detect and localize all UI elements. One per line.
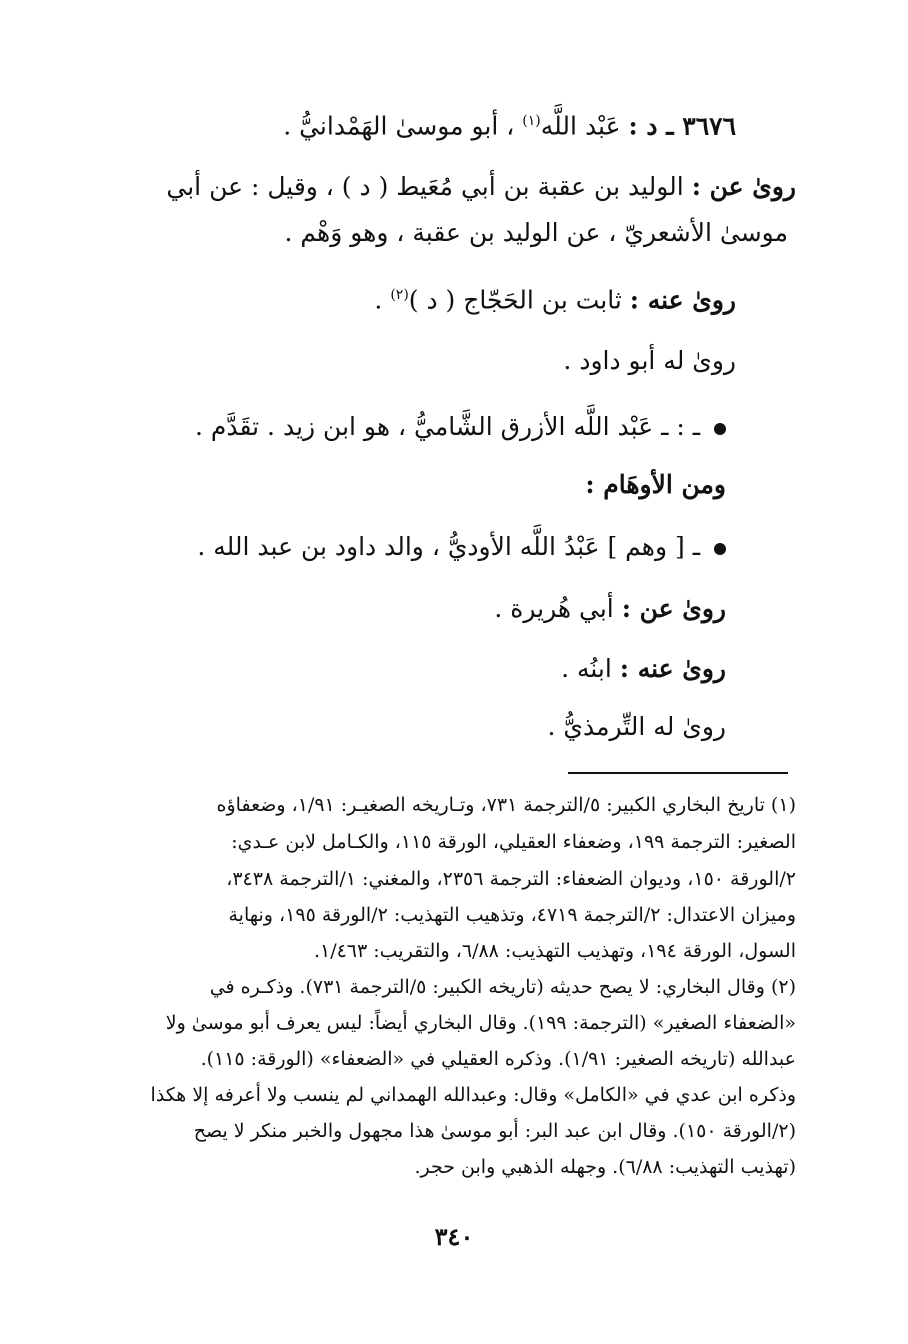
footnote-1-line-2: الصغير: الترجمة ١٩٩، وضعفاء العقيلي، الورقة ١١٥، والكـامل لابن عـدي: (231, 831, 796, 853)
narrated-from-label: روىٰ عن : (691, 172, 796, 201)
entry-header (283, 104, 736, 143)
cross-reference-entry (195, 410, 726, 444)
second-narrated-from-text: أبي هُريرة . (494, 594, 614, 623)
footnote-1-line-4: وميزان الاعتدال: ٢/الترجمة ٤٧١٩، وتذهيب التهذيب: ٢/الورقة ١٩٥، ونهاية (228, 904, 796, 926)
second-narrated-from-label: روىٰ عن : (621, 594, 726, 623)
narrated-by-line (374, 278, 736, 317)
second-narrated-by (561, 652, 726, 686)
narrated-for-him-2: روىٰ له التِّرمذيُّ . (547, 712, 726, 741)
cross-reference-text: ـ : ـ عَبْد اللَّه الأزرق الشَّاميُّ ، هو ابن زيد . تقَدَّم . (195, 412, 701, 441)
narrated-by-text: ثابت بن الحَجّاج ( د ) (408, 285, 622, 315)
narrated-from-line-1 (166, 170, 796, 204)
awham-heading: ومن الأوهَام : (585, 470, 726, 499)
footnote-2-line-6: (تهذيب التهذيب: ٦/٨٨). وجهله الذهبي وابن حجر. (414, 1156, 796, 1178)
footnote-2-line-5: (٢/الورقة ١٥٠). وقال ابن عبد البر: أبو موسىٰ هذا مجهول والخبر منكر لا يصح (193, 1120, 796, 1142)
narrated-from-text: الوليد بن عقبة بن أبي مُعَيط ( د ) ، وقيل : عن أبي (166, 172, 684, 201)
narrated-for-him-1: روىٰ له أبو داود . (563, 346, 736, 375)
awham-entry-text: ـ [ وهم ] عَبْدُ اللَّه الأوديُّ ، والد داود بن عبد الله . (197, 532, 701, 561)
footnote-2-line-4: وذكره ابن عدي في «الكامل» وقال: وعبدالله الهمداني لم ينسب ولا أعرفه إلا هكذا (150, 1084, 796, 1106)
entry-number: ٣٦٧٦ ـ د : (628, 111, 736, 141)
entry-name-rest: ، أبو موسىٰ الهَمْدانيُّ . (283, 111, 515, 141)
second-narrated-from (494, 592, 726, 626)
footnote-1-line-5: السول، الورقة ١٩٤، وتهذيب التهذيب: ٦/٨٨، والتقريب: ١/٤٦٣. (313, 940, 796, 962)
narrated-by-end: . (374, 285, 391, 315)
footnote-ref-2: (٢) (390, 287, 409, 303)
footnote-1-line-1: (١) تاريخ البخاري الكبير: ٥/الترجمة ٧٣١، وتـاريخه الصغيـر: ١/٩١، وضعفاؤه (216, 794, 796, 816)
narrated-by-label: روىٰ عنه : (629, 285, 736, 315)
page-number: ٣٤٠ (434, 1222, 474, 1251)
footnote-separator (568, 772, 788, 774)
entry-name: عَبْد اللَّه (540, 111, 621, 141)
footnote-2-line-2: «الضعفاء الصغير» (الترجمة: ١٩٩). وقال البخاري أيضاً: ليس يعرف أبو موسىٰ ولا (165, 1012, 796, 1034)
footnote-ref-1: (١) (522, 113, 541, 129)
narrated-from-line-2: موسىٰ الأشعريّ ، عن الوليد بن عقبة ، وهو وَهْم . (284, 218, 788, 247)
awham-entry (197, 530, 726, 564)
bullet-icon (714, 423, 726, 435)
footnote-1-line-3: ٢/الورقة ١٥٠، وديوان الضعفاء: الترجمة ٢٣٥٦، والمغني: ١/الترجمة ٣٤٣٨، (226, 868, 796, 890)
second-narrated-by-text: ابنُه . (561, 654, 612, 683)
footnote-2-line-3: عبدالله (تاريخه الصغير: ١/٩١). وذكره العقيلي في «الضعفاء» (الورقة: ١١٥). (200, 1048, 796, 1070)
footnote-2-line-1: (٢) وقال البخاري: لا يصح حديثه (تاريخه الكبير: ٥/الترجمة ٧٣١). وذكـره في (209, 976, 796, 998)
second-narrated-by-label: روىٰ عنه : (619, 654, 726, 683)
bullet-icon (714, 543, 726, 555)
